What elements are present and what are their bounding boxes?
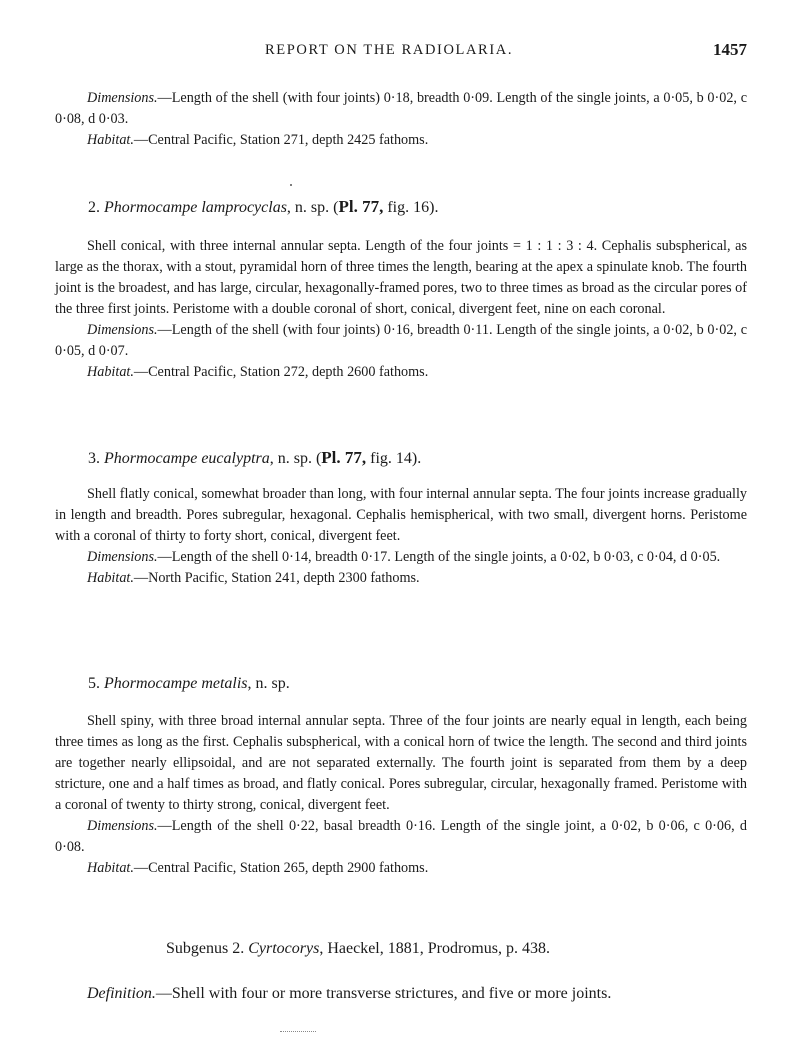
species-entry — [55, 673, 747, 695]
species-entry — [55, 447, 747, 470]
page-edge-mark — [280, 1031, 316, 1034]
figure-reference: fig. 16). — [383, 199, 439, 216]
description-paragraph: Shell flatly conical, somewhat broader than long, with four internal annular septa. The four joints increase gradually in length and breadth. Pores subregular, hexagonal. Cephalis hemispherical, with two small, divergent horns. Peristome with a coronal of thirty to forty short, conical, divergent feet. — [55, 486, 747, 544]
definition-paragraph — [55, 983, 747, 1005]
definition-block — [55, 983, 747, 1005]
ink-speck — [290, 184, 292, 186]
dimensions-text: —Length of the shell 0·22, basal breadth 0·16. Length of the single joint, a 0·02, b 0·06, c 0·06, d 0·08. — [55, 818, 747, 855]
page-number: 1457 — [713, 40, 747, 59]
plate-reference: Pl. 77, — [338, 197, 384, 216]
species-heading — [55, 196, 747, 219]
species-author: , n. sp. ( — [286, 199, 339, 216]
species-body — [55, 484, 747, 589]
figure-reference: fig. 14). — [366, 450, 422, 467]
species-heading — [55, 447, 747, 470]
dimensions-label: Dimensions. — [87, 90, 158, 106]
dimensions-paragraph — [55, 547, 747, 568]
habitat-paragraph — [55, 362, 747, 383]
habitat-label: Habitat. — [87, 132, 134, 148]
dimensions-text: —Length of the shell (with four joints) 0·18, breadth 0·09. Length of the single joints, a 0·05, b 0·02, c 0·08, d 0·03. — [55, 90, 747, 127]
species-name: Phormocampe metalis — [104, 675, 248, 692]
dimensions-paragraph — [55, 816, 747, 858]
running-title: REPORT ON THE RADIOLARIA. — [265, 42, 514, 58]
species-name: Phormocampe lamprocyclas — [104, 199, 287, 216]
species-body — [55, 711, 747, 879]
habitat-text: —Central Pacific, Station 272, depth 2600 fathoms. — [133, 364, 429, 380]
species-number: 3. — [88, 450, 100, 467]
definition-label: Definition. — [87, 985, 156, 1002]
dimensions-label: Dimensions. — [87, 322, 158, 338]
species-entry — [55, 196, 747, 219]
habitat-text: —North Pacific, Station 241, depth 2300 fathoms. — [133, 570, 420, 586]
habitat-paragraph — [55, 858, 747, 879]
dimensions-paragraph — [55, 88, 747, 130]
species-author: , n. sp. ( — [269, 450, 322, 467]
dimensions-text: —Length of the shell (with four joints) 0·16, breadth 0·11. Length of the single joints, a 0·02, b 0·02, c 0·05, d 0·07. — [55, 322, 747, 359]
running-header — [55, 40, 747, 64]
plate-reference: Pl. 77, — [321, 448, 367, 467]
dimensions-label: Dimensions. — [87, 549, 158, 565]
definition-text: —Shell with four or more transverse strictures, and five or more joints. — [155, 985, 612, 1002]
habitat-text: —Central Pacific, Station 271, depth 2425 fathoms. — [133, 132, 429, 148]
species-body — [55, 236, 747, 383]
subgenus-name: Cyrtocorys — [248, 940, 320, 957]
habitat-label: Habitat. — [87, 860, 134, 876]
habitat-paragraph — [55, 568, 747, 589]
species-heading — [55, 673, 747, 695]
description-paragraph: Shell conical, with three internal annular septa. Length of the four joints = 1 : 1 : 3 : 4. Cephalis subspherical, as large as the thorax, with a stout, pyramidal horn of three times the length, bearing at the apex a spinulate knob. The fourth joint is the broadest, and has large, circular, hexagonally-framed pores, two to three times as broad as the circular pores of the three first joints. Peristome with a double coronal of short, conical, divergent feet, nine on each coronal. — [55, 238, 747, 317]
subgenus-heading — [55, 938, 747, 960]
intro-block — [55, 88, 747, 151]
species-number: 5. — [88, 675, 100, 692]
subgenus-line — [55, 938, 747, 960]
subgenus-prefix: Subgenus 2. — [166, 940, 249, 957]
habitat-label: Habitat. — [87, 364, 134, 380]
habitat-paragraph — [55, 130, 747, 151]
subgenus-citation: , Haeckel, 1881, Prodromus, p. 438. — [319, 940, 550, 957]
description-paragraph: Shell spiny, with three broad internal annular septa. Three of the four joints are nearly equal in length, each being three times as long as the first. Cephalis subspherical, with a conical horn of twice the length. The second and third joints are together nearly ellipsoidal, and are not separated externally. The fourth joint is separated from them by a deep stricture, one and a half times as broad, and flatly conical. Pores subregular, circular, hexagonally framed. Peristome with a coronal of twenty to thirty strong, conical, divergent feet. — [55, 713, 747, 813]
habitat-label: Habitat. — [87, 570, 134, 586]
habitat-text: —Central Pacific, Station 265, depth 2900 fathoms. — [133, 860, 429, 876]
dimensions-label: Dimensions. — [87, 818, 158, 834]
species-author: , n. sp. — [247, 675, 290, 692]
dimensions-paragraph — [55, 320, 747, 362]
dimensions-text: —Length of the shell 0·14, breadth 0·17. Length of the single joints, a 0·02, b 0·03, c 0·04, d 0·05. — [157, 549, 721, 565]
document-page — [55, 0, 747, 1050]
species-number: 2. — [88, 199, 100, 216]
species-name: Phormocampe eucalyptra — [104, 450, 270, 467]
